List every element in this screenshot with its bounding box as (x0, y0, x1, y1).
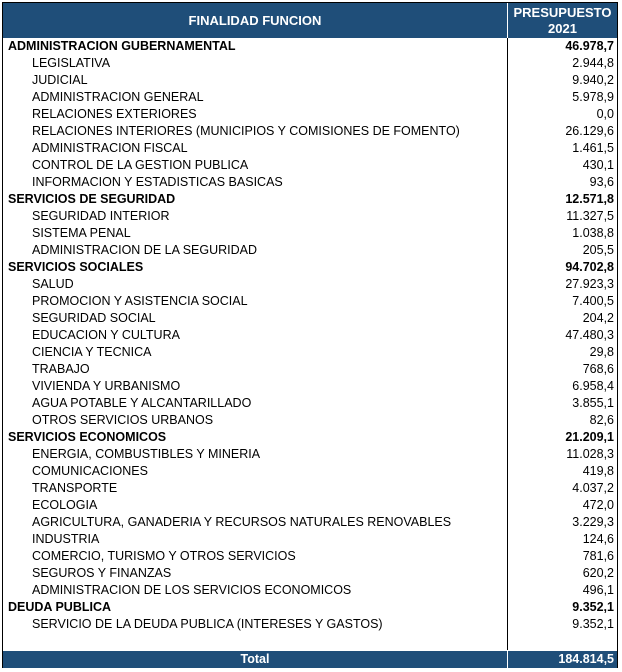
table-row (3, 616, 617, 633)
table-row (3, 293, 617, 310)
row-label: ENERGIA, COMBUSTIBLES Y MINERIA (32, 447, 261, 461)
table-row (3, 361, 617, 378)
row-label: AGUA POTABLE Y ALCANTARILLADO (32, 396, 252, 410)
table-row (3, 310, 617, 327)
row-label: CONTROL DE LA GESTION PUBLICA (32, 158, 249, 172)
table-row (3, 582, 617, 599)
table-row (3, 531, 617, 548)
table-row (3, 565, 617, 582)
category-row (3, 429, 617, 446)
row-label: AGRICULTURA, GANADERIA Y RECURSOS NATURALES RENOVABLES (32, 515, 452, 529)
header-presupuesto (507, 3, 617, 38)
row-label: OTROS SERVICIOS URBANOS (32, 413, 214, 427)
table-row (3, 446, 617, 463)
table-row (3, 548, 617, 565)
header-presupuesto-year: 2021 (548, 20, 577, 36)
category-value: 12.571,8 (565, 192, 614, 206)
row-label: EDUCACION Y CULTURA (32, 328, 180, 342)
row-value: 5.978,9 (572, 90, 614, 104)
category-value: 46.978,7 (565, 39, 614, 53)
row-value: 2.944,8 (572, 56, 614, 70)
row-label: ADMINISTRACION DE LA SEGURIDAD (32, 243, 258, 257)
row-label: ADMINISTRACION GENERAL (32, 90, 204, 104)
row-value: 1.461,5 (572, 141, 614, 155)
header-presupuesto-label: PRESUPUESTO (513, 4, 612, 20)
row-label: SEGUROS Y FINANZAS (32, 566, 172, 580)
row-value: 47.480,3 (565, 328, 614, 342)
row-label: ECOLOGIA (32, 498, 98, 512)
row-label: LEGISLATIVA (32, 56, 111, 70)
row-value: 419,8 (582, 464, 614, 478)
category-row (3, 191, 617, 208)
row-value: 496,1 (582, 583, 614, 597)
row-label: SISTEMA PENAL (32, 226, 131, 240)
row-label: INFORMACION Y ESTADISTICAS BASICAS (32, 175, 283, 189)
row-label: SALUD (32, 277, 74, 291)
row-value: 205,5 (582, 243, 614, 257)
category-value: 9.352,1 (572, 600, 614, 614)
category-label: DEUDA PUBLICA (8, 600, 112, 614)
category-label: SERVICIOS DE SEGURIDAD (8, 192, 176, 206)
table-row (3, 514, 617, 531)
row-value: 3.855,1 (572, 396, 614, 410)
row-label: RELACIONES INTERIORES (MUNICIPIOS Y COMISIONES DE FOMENTO) (32, 124, 460, 138)
row-value: 781,6 (582, 549, 614, 563)
row-value: 4.037,2 (572, 481, 614, 495)
row-value: 29,8 (589, 345, 614, 359)
row-value: 1.038,8 (572, 226, 614, 240)
table-row (3, 123, 617, 140)
row-label: JUDICIAL (32, 73, 88, 87)
total-value: 184.814,5 (558, 652, 614, 666)
table-body (3, 38, 617, 633)
row-value: 768,6 (582, 362, 614, 376)
table-row (3, 395, 617, 412)
table-row (3, 344, 617, 361)
category-row (3, 259, 617, 276)
column-divider (507, 38, 508, 650)
row-value: 124,6 (582, 532, 614, 546)
row-label: COMERCIO, TURISMO Y OTROS SERVICIOS (32, 549, 296, 563)
category-row (3, 38, 617, 55)
total-label: Total (240, 652, 270, 666)
table-row (3, 378, 617, 395)
row-label: PROMOCION Y ASISTENCIA SOCIAL (32, 294, 248, 308)
table-row (3, 480, 617, 497)
table-row (3, 327, 617, 344)
table-row (3, 497, 617, 514)
row-label: ADMINISTRACION FISCAL (32, 141, 188, 155)
category-label: ADMINISTRACION GUBERNAMENTAL (8, 39, 236, 53)
total-row (3, 651, 617, 668)
row-label: COMUNICACIONES (32, 464, 148, 478)
header-finalidad-funcion: FINALIDAD FUNCION (188, 13, 322, 28)
category-row (3, 599, 617, 616)
table-row (3, 412, 617, 429)
row-value: 430,1 (582, 158, 614, 172)
table-row (3, 208, 617, 225)
total-divider (507, 651, 508, 668)
row-value: 9.352,1 (572, 617, 614, 631)
row-value: 0,0 (596, 107, 614, 121)
row-value: 93,6 (589, 175, 614, 189)
row-label: SEGURIDAD SOCIAL (32, 311, 156, 325)
row-label: VIVIENDA Y URBANISMO (32, 379, 181, 393)
row-value: 7.400,5 (572, 294, 614, 308)
table-header (3, 3, 617, 38)
table-row (3, 157, 617, 174)
table-row (3, 225, 617, 242)
table-row (3, 242, 617, 259)
table-row (3, 463, 617, 480)
table-row (3, 174, 617, 191)
table-row (3, 89, 617, 106)
category-value: 94.702,8 (565, 260, 614, 274)
row-value: 11.028,3 (566, 447, 614, 461)
row-value: 26.129,6 (565, 124, 614, 138)
row-label: CIENCIA Y TECNICA (32, 345, 152, 359)
row-value: 82,6 (589, 413, 614, 427)
row-label: TRABAJO (32, 362, 90, 376)
category-value: 21.209,1 (565, 430, 614, 444)
row-value: 9.940,2 (572, 73, 614, 87)
row-value: 204,2 (582, 311, 614, 325)
row-label: INDUSTRIA (32, 532, 100, 546)
table-row (3, 106, 617, 123)
table-row (3, 72, 617, 89)
row-value: 472,0 (582, 498, 614, 512)
row-value: 11.327,5 (566, 209, 614, 223)
table-row (3, 276, 617, 293)
category-label: SERVICIOS SOCIALES (8, 260, 144, 274)
table-row (3, 140, 617, 157)
row-value: 27.923,3 (565, 277, 614, 291)
row-label: TRANSPORTE (32, 481, 118, 495)
row-label: ADMINISTRACION DE LOS SERVICIOS ECONOMICOS (32, 583, 352, 597)
row-label: RELACIONES EXTERIORES (32, 107, 197, 121)
row-value: 6.958,4 (572, 379, 614, 393)
row-label: SEGURIDAD INTERIOR (32, 209, 170, 223)
row-label: SERVICIO DE LA DEUDA PUBLICA (INTERESES Y GASTOS) (32, 617, 383, 631)
row-value: 620,2 (582, 566, 614, 580)
category-label: SERVICIOS ECONOMICOS (8, 430, 167, 444)
table-row (3, 55, 617, 72)
row-value: 3.229,3 (572, 515, 614, 529)
